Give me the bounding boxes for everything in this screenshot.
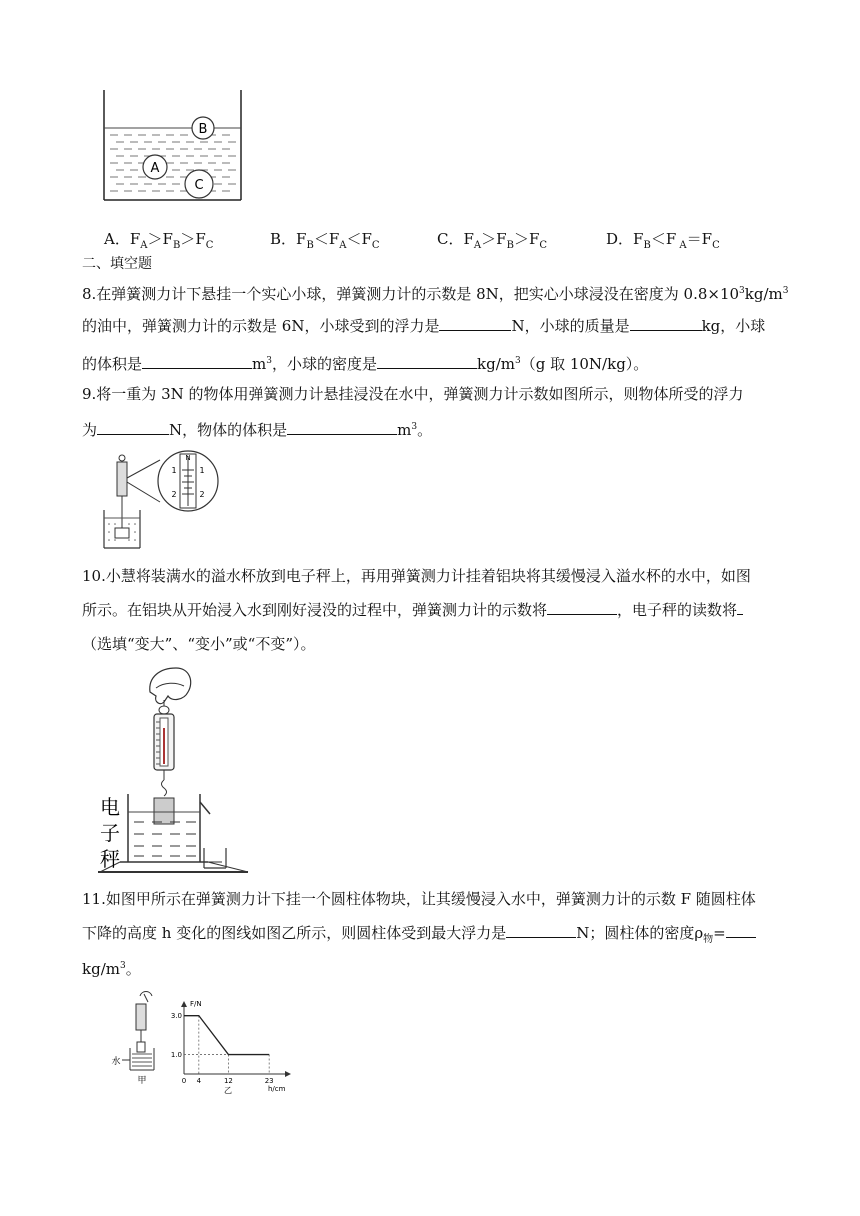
q8-blank-buoyancy[interactable]: [439, 316, 511, 331]
option-b: B．$F_B<F_A<F_C$: [270, 230, 380, 251]
q8-line2: 的油中，弹簧测力计的示数是 6N，小球受到的浮力是 N，小球的质量是 kg，小球: [82, 317, 766, 335]
ball-b-label: B: [198, 122, 208, 137]
svg-text:1: 1: [171, 466, 177, 475]
q9-figure: [100, 448, 232, 552]
chart-ylabel: F/N: [190, 1000, 202, 1008]
q9-line1: 9.将一重为 3N 的物体用弹簧测力计悬挂浸没在水中，弹簧测力计示数如图所示，则物体所受的浮力: [82, 385, 744, 403]
q10-blank-scale[interactable]: [547, 600, 617, 615]
q10-line1: 10.小慧将装满水的溢水杯放到电子秤上，再用弹簧测力计挂着铝块将其缓慢浸入溢水杯的水中，如图: [82, 567, 751, 585]
option-a: A．$F_A>F_B>F_C$: [104, 230, 214, 251]
q10-figure: [98, 662, 268, 876]
q8-blank-density[interactable]: [377, 354, 477, 369]
svg-text:1: 1: [199, 466, 205, 475]
chart-x-tick-label: 0: [181, 1077, 187, 1085]
chart-xlabel: h/cm: [268, 1085, 286, 1093]
q10-blank-balance[interactable]: [737, 600, 743, 615]
q10-line2: 所示。在铝块从开始浸入水到刚好浸没的过程中，弹簧测力计的示数将 ，电子秤的读数将: [82, 600, 782, 620]
svg-text:子: 子: [100, 821, 120, 845]
q11-line1: 11.如图甲所示在弹簧测力计下挂一个圆柱体物块，让其缓慢浸入水中，弹簧测力计的示数 F 随圆柱体: [82, 890, 756, 908]
q9-blank-buoyancy[interactable]: [97, 420, 169, 435]
q8-line1: 8.在弹簧测力计下悬挂一个实心小球，弹簧测力计的示数是 8N，把实心小球浸没在密度为 $0.8\times 10^3kg/m^3$: [82, 285, 789, 303]
q8-blank-mass[interactable]: [630, 316, 702, 331]
q7-figure: [96, 88, 246, 204]
svg-text:N: N: [185, 454, 191, 462]
q9-line2: 为 N，物体的体积是 $m^3$。: [82, 421, 433, 439]
svg-text:2: 2: [199, 490, 205, 499]
chart-y-tick-label: 3.0: [170, 1012, 182, 1021]
water-label: 水: [111, 1057, 121, 1067]
svg-text:2: 2: [171, 490, 177, 499]
panel-label-right: 乙: [224, 1086, 232, 1095]
q9-blank-volume[interactable]: [287, 420, 397, 435]
ball-a-label: A: [150, 161, 160, 176]
chart-x-tick-label: 12: [223, 1077, 233, 1085]
q10-line3: （选填“变大”、“变小”或“不变”）。: [82, 635, 316, 653]
chart-x-tick-label: 4: [196, 1077, 202, 1085]
ball-c-label: C: [194, 178, 204, 193]
q11-blank-buoyancy[interactable]: [506, 923, 576, 938]
q8-line3: 的体积是 $m^3$，小球的密度是 $kg/m^3(g$ 取 10N/kg）。: [82, 355, 649, 373]
q11-line3: $kg/m^3$。: [82, 960, 141, 978]
chart-y-tick-label: 1.0: [170, 1051, 182, 1060]
panel-label-left: 甲: [137, 1076, 147, 1086]
section-title: 二、填空题: [82, 256, 152, 272]
q11-blank-density[interactable]: [726, 923, 756, 938]
q8-blank-volume[interactable]: [142, 354, 252, 369]
option-d: D．$F_B<F$ $_A=F_C$: [606, 230, 720, 251]
q11-line2: 下降的高度 h 变化的图线如图乙所示，则圆柱体受到最大浮力是 N；圆柱体的密度$\rho_物=$: [82, 923, 782, 950]
option-c: C．$F_A>F_B>F_C$: [437, 230, 548, 251]
q11-chart: [168, 996, 298, 1096]
chart-series-line: [184, 1016, 269, 1055]
svg-text:电: 电: [100, 795, 120, 819]
q11-figure-left: [110, 990, 168, 1086]
svg-text:秤: 秤: [100, 847, 120, 871]
chart-x-tick-label: 23: [264, 1077, 274, 1085]
